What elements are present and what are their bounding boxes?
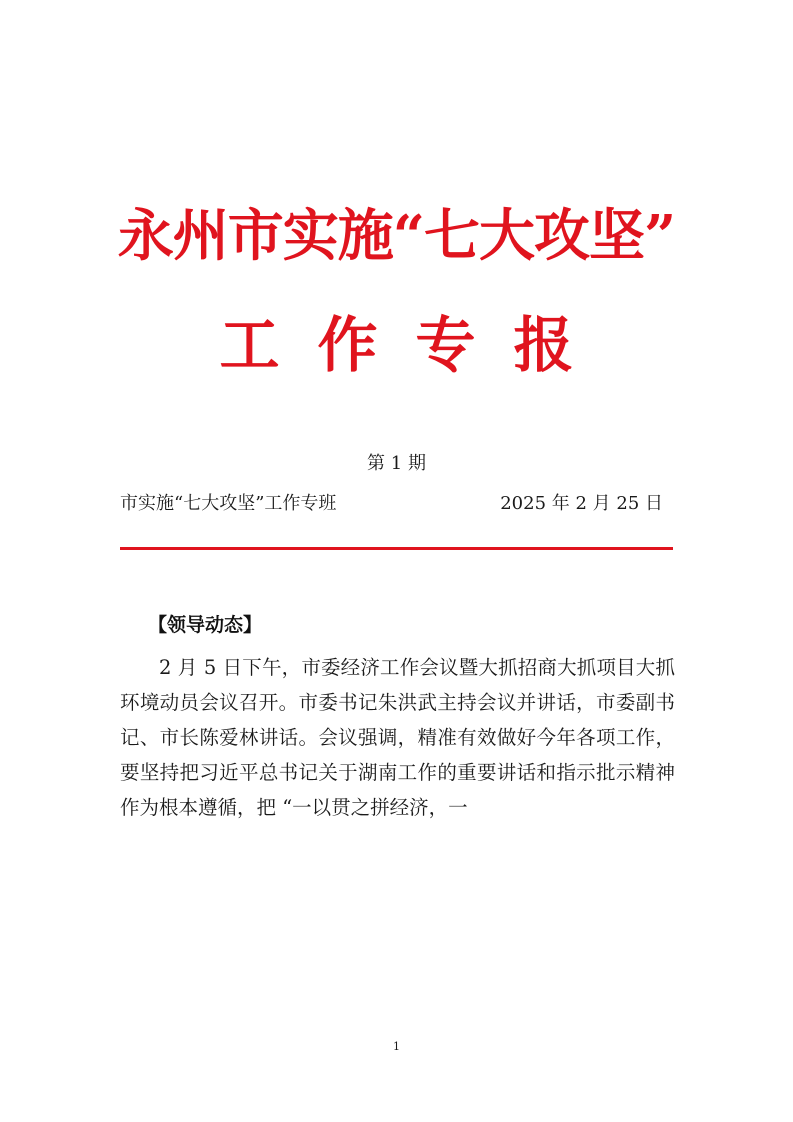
- red-divider-line: [120, 547, 673, 550]
- issuer: 市实施“七大攻坚”工作专班: [120, 493, 337, 514]
- body-paragraph: 2 月 5 日下午，市委经济工作会议暨大抓招商大抓项目大抓环境动员会议召开。市委书记朱洪武主持会议并讲话，市委副书记、市长陈爱林讲话。会议强调，精准有效做好今年各项工作，要坚持把习近平总书记关于湖南工作的重要讲话和指示批示精神作为根本遵循，把 “一以贯之拼经济，一: [120, 656, 675, 819]
- section-heading: 【领导动态】: [148, 614, 263, 636]
- issue-number: 第 1 期: [367, 453, 426, 474]
- masthead-title: 永州市实施“七大攻坚”: [117, 203, 676, 269]
- masthead-subtitle: 工作专报: [219, 311, 612, 381]
- page-number: 1: [393, 1040, 400, 1053]
- issue-date: 2025 年 2 月 25 日: [500, 493, 663, 514]
